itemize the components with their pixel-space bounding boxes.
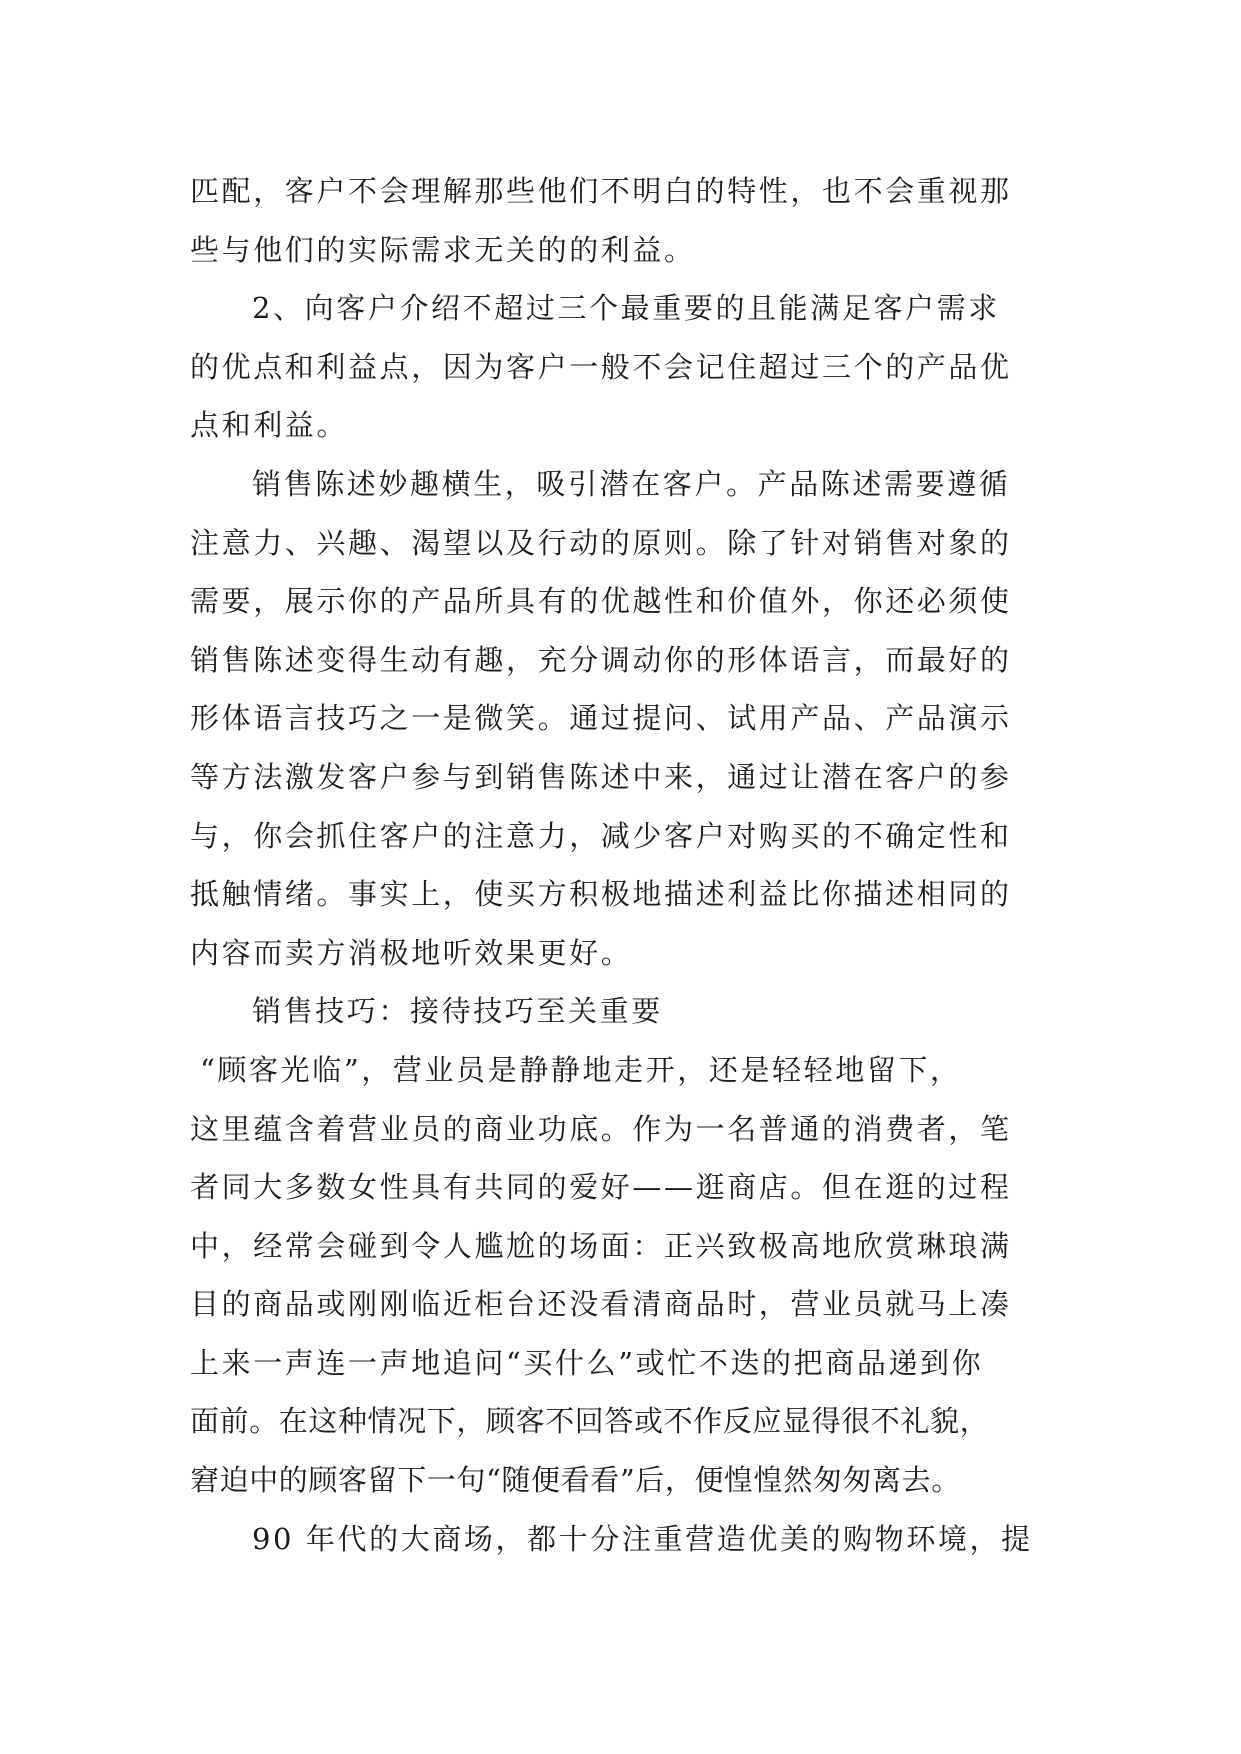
- list-item-2: 2、向客户介绍不超过三个最重要的且能满足客户需求: [252, 291, 1000, 326]
- text-line: 目的商品或刚刚临近柜台还没看清商品时，营业员就马上凑: [190, 1287, 1012, 1322]
- text-line: 窘迫中的顾客留下一句“随便看看”后，便惶惶然匆匆离去。: [190, 1463, 961, 1498]
- text-line: 些与他们的实际需求无关的的利益。: [190, 232, 696, 267]
- text-line: 上来一声连一声地追问“买什么”或忙不迭的把商品递到你: [190, 1345, 984, 1380]
- text-line: 需要，展示你的产品所具有的优越性和价值外，你还必须使: [190, 584, 1012, 619]
- text-line: 注意力、兴趣、渴望以及行动的原则。除了针对销售对象的: [190, 525, 1012, 560]
- paragraph-start: 销售陈述妙趣横生，吸引潜在客户。产品陈述需要遵循: [252, 466, 1011, 501]
- section-heading: 销售技巧：接待技巧至关重要: [252, 994, 663, 1029]
- text-line: 抵触情绪。事实上，使买方积极地描述利益比你描述相同的: [190, 877, 1012, 912]
- text-line: 的优点和利益点，因为客户一般不会记住超过三个的产品优: [190, 349, 1012, 384]
- text-line: 匹配，客户不会理解那些他们不明白的特性，也不会重视那: [190, 174, 1012, 208]
- paragraph-start: 90 年代的大商场，都十分注重营造优美的购物环境，提: [252, 1521, 1033, 1556]
- text-line: 销售陈述变得生动有趣，充分调动你的形体语言，而最好的: [190, 642, 1012, 677]
- text-line: 这里蕴含着营业员的商业功底。作为一名普通的消费者，笔: [190, 1111, 1012, 1146]
- text-line: 内容而卖方消极地听效果更好。: [190, 935, 633, 970]
- document-body: [190, 162, 1050, 1568]
- text-line: 等方法激发客户参与到销售陈述中来，通过让潜在客户的参: [190, 759, 1012, 794]
- text-line: 形体语言技巧之一是微笑。通过提问、试用产品、产品演示: [190, 701, 1012, 736]
- text-line: 中，经常会碰到令人尴尬的场面：正兴致极高地欣赏琳琅满: [190, 1228, 1012, 1263]
- text-line: 者同大多数女性具有共同的爱好——逛商店。但在逛的过程: [190, 1170, 1012, 1205]
- paragraph-start: “顾客光临”，营业员是静静地走开，还是轻轻地留下，: [200, 1052, 962, 1087]
- text-line: 与，你会抓住客户的注意力，减少客户对购买的不确定性和: [190, 818, 1012, 853]
- text-line: 面前。在这种情况下，顾客不回答或不作反应显得很不礼貌，: [190, 1404, 990, 1439]
- text-line: 点和利益。: [190, 408, 349, 443]
